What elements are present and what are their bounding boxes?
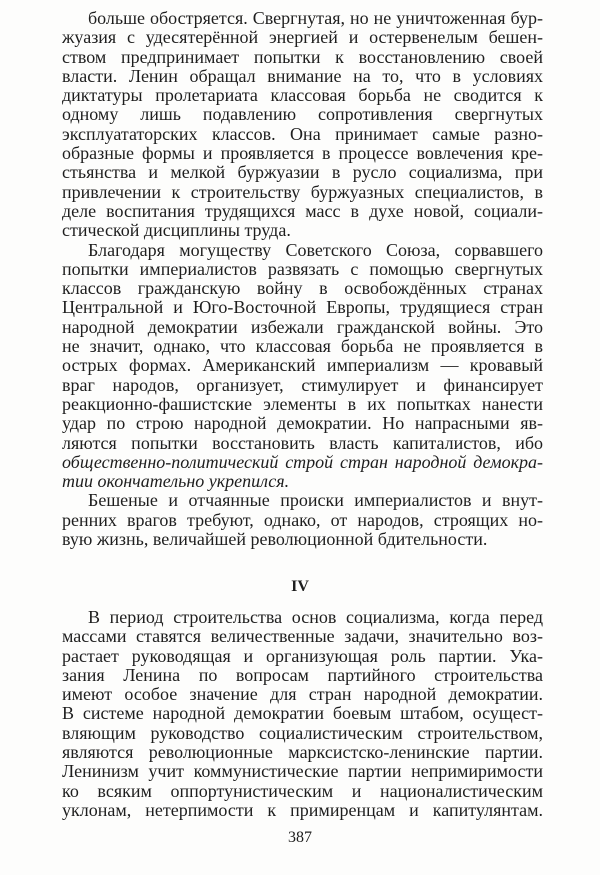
text-line: вую жизнь, величайшей революционной бдительности. [62, 529, 488, 550]
text-line: враг народов, организует, стимулирует и финансирует [62, 374, 543, 395]
text-line: зания Ленина по вопросам партийного строительства [62, 664, 543, 685]
text-line: Центральной и Юго-Восточной Европы, трудящиеся стран [62, 297, 543, 318]
text-line: общественно-политический строй стран народной демокра- [62, 451, 543, 472]
text-line: попытки империалистов развязать с помощью свергнутых [62, 258, 543, 279]
text-line: больше обостряется. Свергнутая, но не уничтоженная бур- [88, 8, 543, 28]
text-line: народной демократии избежали гражданской войны. Это [62, 316, 543, 337]
text-line: деле воспитания трудящихся масс в духе новой, социали- [62, 200, 543, 221]
text-line: образные формы и проявляется в процессе вовлечения кре- [62, 143, 543, 164]
paragraph [62, 608, 543, 820]
text-line: являются революционные марксистско-ленинские партии. [62, 742, 543, 763]
page-number: 387 [288, 829, 312, 846]
text-line: классов гражданскую войну в освобождённых странах [62, 278, 543, 299]
text-line: Ленинизм учит коммунистические партии непримиримости [62, 761, 543, 782]
text-line: ляются попытки восстановить власть капиталистов, ибо [62, 432, 543, 453]
text-line: Бешеные и отчаянные происки империалистов и внут- [88, 490, 543, 511]
text-line: эксплуататорских классов. Она принимает самые разно- [62, 123, 543, 144]
text-line: массами ставятся величественные задачи, значительно воз- [62, 626, 543, 647]
text-line: острых формах. Американский империализм — кровавый [62, 355, 543, 376]
text-line: реакционно-фашистские элементы в их попытках нанести [62, 393, 543, 414]
text-line: стьянства и мелкой буржуазии в русло социализма, при [62, 162, 543, 183]
text-line: В период строительства основ социализма, когда перед [88, 607, 543, 627]
text-line: растает руководящая и организующая роль партии. Ука- [62, 645, 543, 666]
text-line: Благодаря могуществу Советского Союза, сорвавшего [88, 239, 543, 260]
section-heading: IV [291, 578, 309, 595]
body-text-top [62, 9, 543, 549]
text-line: власти. Ленин обращал внимание на то, что в условиях [62, 65, 543, 86]
text-line: вляющим руководство социалистическим строительством, [62, 722, 543, 743]
text-line: ренних врагов требуют, однако, от народов, строящих но- [62, 509, 543, 530]
paragraph [62, 241, 543, 492]
text-line: уклонам, нетерпимости к примиренцам и капитулянтам. [62, 799, 543, 820]
text-line: ством предпринимает попытки к восстановлению своей [62, 46, 543, 67]
body-text-bottom [62, 608, 543, 820]
text-line: одному лишь подавлению сопротивления свергнутых [62, 104, 543, 125]
text-line: не значит, однако, что классовая борьба не проявляется в [62, 336, 543, 357]
text-line: ко всяким оппортунистическим и националистическим [62, 780, 543, 801]
text-line: удар по строю народной демократии. Но напрасными яв- [62, 413, 543, 434]
text-line: диктатуры пролетариата классовая борьба не сводится к [62, 85, 543, 106]
paragraph [62, 491, 543, 549]
text-line: жуазия с удесятерённой энергией и остервенелым бешен- [62, 27, 543, 48]
text-line: стической дисциплины труда. [62, 220, 291, 241]
text-line: тии окончательно укрепился. [62, 471, 290, 492]
text-line: привлечении к строительству буржуазных специалистов, в [62, 181, 543, 202]
text-line: В системе народной демократии боевым штабом, осущест- [62, 703, 543, 724]
paragraph [62, 9, 543, 241]
text-line: имеют особое значение для стран народной демократии. [62, 684, 543, 705]
